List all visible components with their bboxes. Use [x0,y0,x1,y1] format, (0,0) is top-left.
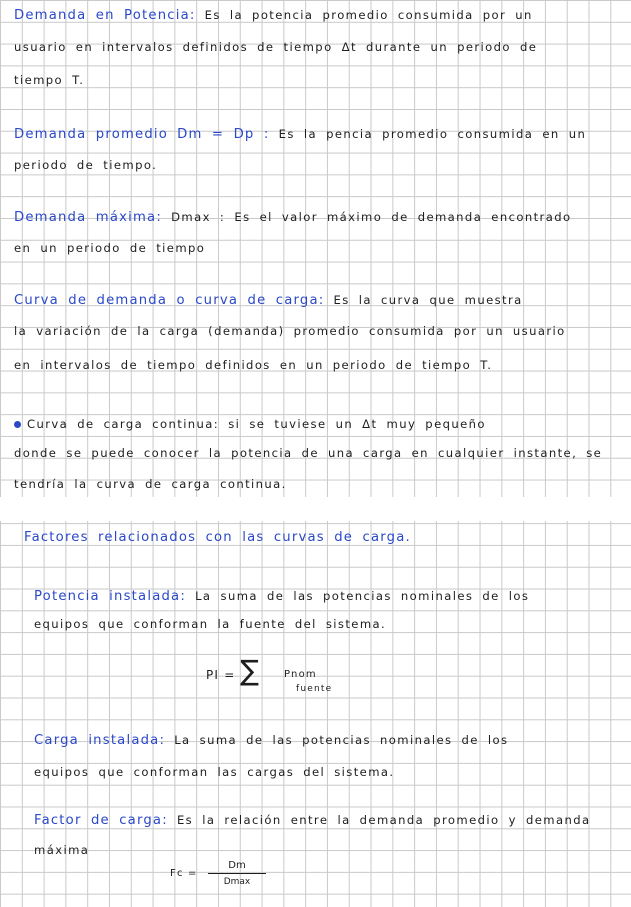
potencia-instalada-title: Potencia instalada: [34,589,186,604]
carga-instalada-line1 [34,733,631,748]
demanda-promedio-line1 [14,127,618,142]
factor-carga-line1 [34,813,631,828]
demanda-promedio-title: Demanda promedio [14,127,169,142]
demanda-potencia-text1: Es la potencia promedio consumida por un [204,8,533,22]
demanda-potencia-text2: usuario en intervalos definidos de tiempo Δt durante un periodo de [14,40,538,54]
fraction-numerator: Dm [208,860,266,874]
factor-carga-text1: Es la relación entre la demanda promedio y demanda [176,813,591,827]
factor-carga-title: Factor de carga: [34,813,168,828]
demanda-potencia-line1 [14,8,618,23]
factor-carga-fraction [208,860,266,887]
potencia-instalada-text2: equipos que conforman la fuente del sistema. [34,617,387,631]
potencia-instalada-formula-term: Pnom [284,669,317,680]
carga-instalada-text1: La suma de las potencias nominales de los [174,733,509,747]
carga-instalada-text2: equipos que conforman las cargas del sistema. [34,765,395,779]
curva-demanda-text1: Es la curva que muestra [333,293,523,307]
demanda-promedio-text1: Es la pencia promedio consumida en un [278,127,587,141]
potencia-instalada-line1 [34,589,631,604]
curva-demanda-title: Curva de demanda o curva de carga: [14,293,325,308]
page-gap [0,497,631,521]
sigma-symbol: ∑ [240,654,259,687]
demanda-potencia-text3: tiempo T. [14,73,85,87]
demanda-maxima-title: Demanda máxima: [14,210,162,225]
curva-continua-text2: donde se puede conocer la potencia de una carga en cualquier instante, se [14,446,603,460]
demanda-maxima-text2: en un periodo de tiempo [14,241,206,255]
curva-demanda-line1 [14,293,618,308]
demanda-maxima-symbol: Dmax : [171,210,226,224]
factor-carga-formula-lhs: Fc = [170,868,198,879]
potencia-instalada-formula-sub: fuente [296,684,333,694]
bullet-icon [14,421,21,428]
demanda-maxima-line1 [14,210,618,225]
carga-instalada-title: Carga instalada: [34,733,166,748]
demanda-maxima-text1: Es el valor máximo de demanda encontrado [234,210,572,224]
curva-demanda-text3: en intervalos de tiempo definidos en un periodo de tiempo T. [14,358,493,372]
fraction-denominator: Dmax [223,877,251,887]
potencia-instalada-text1: La suma de las potencias nominales de los [195,589,530,603]
potencia-instalada-formula-lhs: PI = [206,668,236,682]
demanda-potencia-title: Demanda en Potencia: [14,8,196,23]
factores-heading: Factores relacionados con las curvas de carga. [24,531,411,545]
demanda-promedio-text2: periodo de tiempo. [14,158,158,172]
curva-continua-line1 [14,417,618,431]
curva-continua-text3: tendría la curva de carga continua. [14,477,287,491]
curva-continua-text1: Curva de carga continua: si se tuviese un Δt muy pequeño [27,417,486,431]
curva-demanda-text2: la variación de la carga (demanda) promedio consumida por un usuario [14,324,566,338]
factor-carga-text2: máxima [34,843,90,857]
demanda-promedio-formula: Dm = Dp : [177,127,270,142]
